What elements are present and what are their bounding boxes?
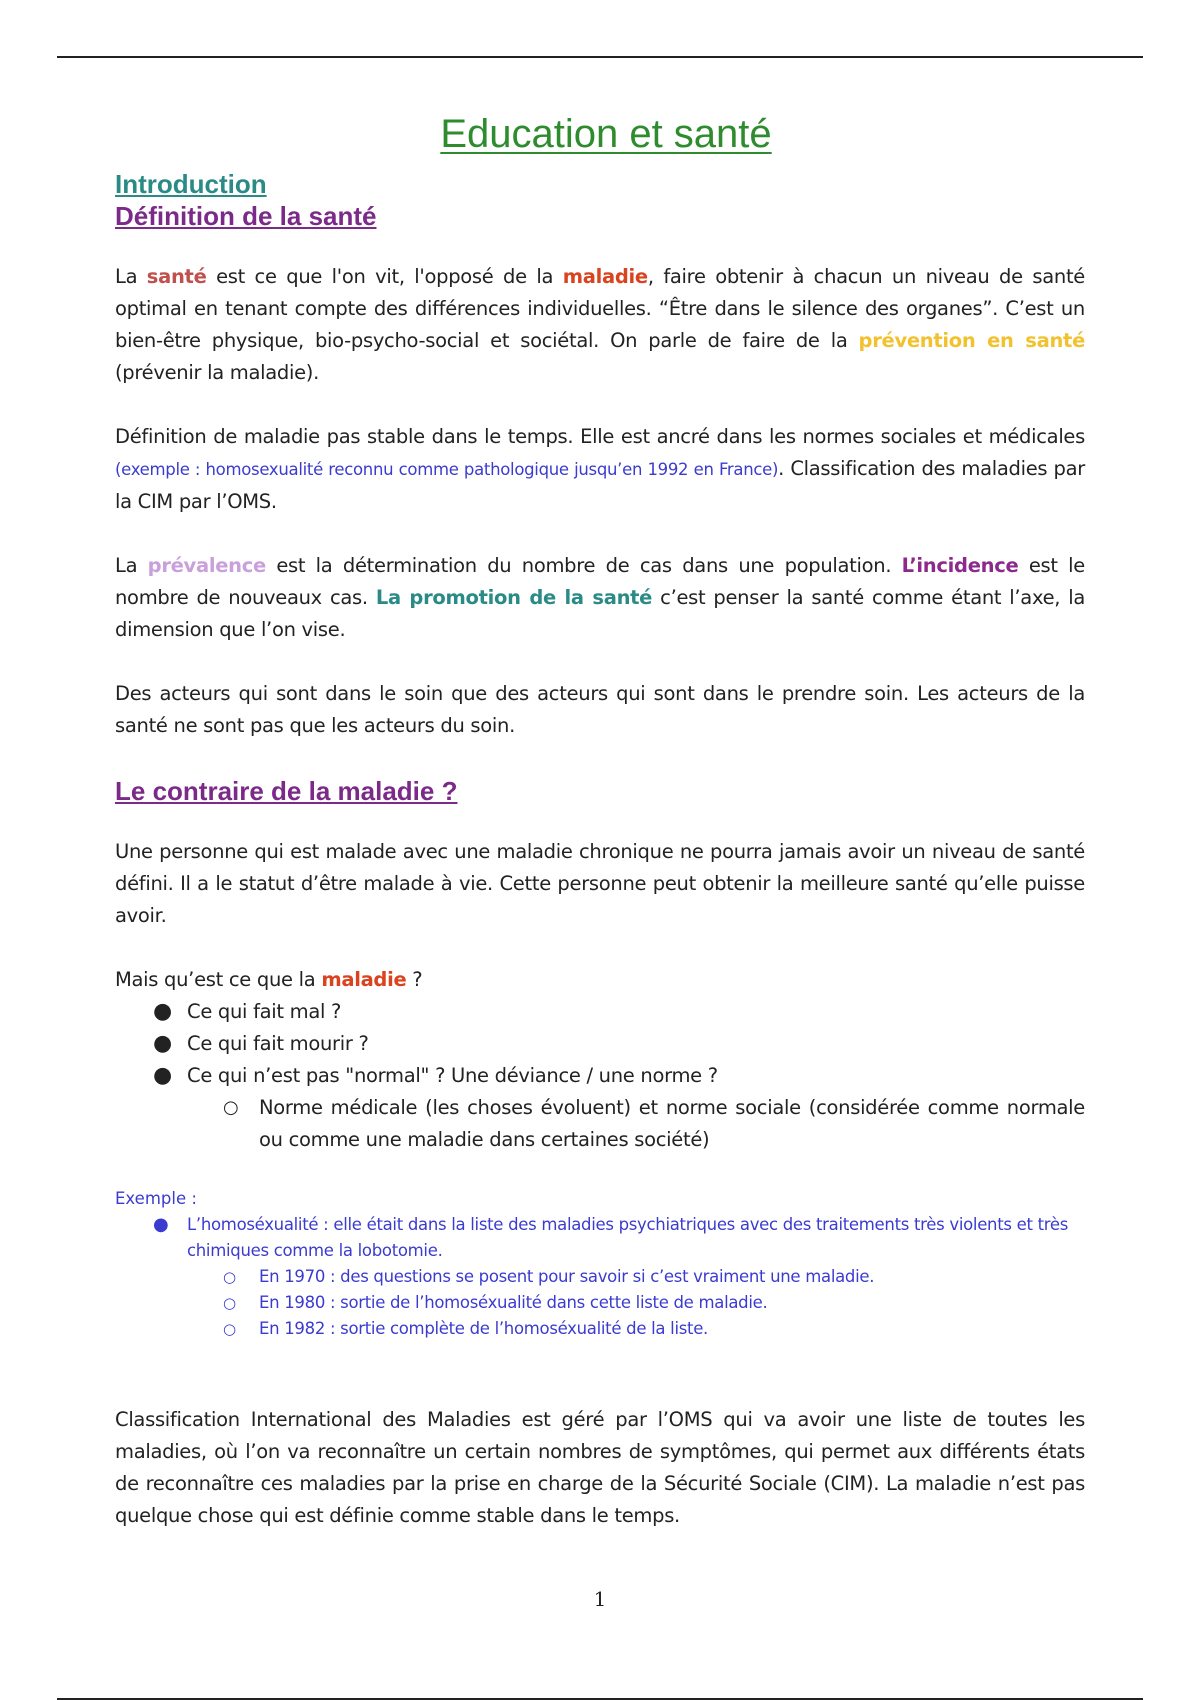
header-rule: [57, 56, 1143, 58]
sub-list: [115, 1092, 1085, 1156]
list-item: ● Ce qui fait mourir ?: [115, 1028, 1085, 1060]
page-number: 1: [593, 1587, 607, 1611]
list-item: ○ En 1980 : sortie de l’homoséxualité dans cette liste de maladie.: [115, 1290, 1085, 1316]
list-item: ○ En 1982 : sortie complète de l’homoséxualité de la liste.: [115, 1316, 1085, 1342]
term-maladie-2: maladie: [321, 968, 407, 991]
term-maladie: maladie: [562, 265, 648, 288]
circle-bullet-icon: ○: [223, 1320, 236, 1338]
list-item: ● Ce qui fait mal ?: [115, 996, 1085, 1028]
paragraph-maladie-chronique: Une personne qui est malade avec une maladie chronique ne pourra jamais avoir un niveau de santé défini. Il a le statut d’être malade à vie. Cette personne peut obtenir la meilleure santé qu’elle puisse avoir.: [115, 840, 1085, 927]
term-promotion: La promotion de la santé: [375, 586, 653, 609]
list-item: ○ Norme médicale (les choses évoluent) et norme sociale (considérée comme normale ou comme une maladie dans certaines société): [115, 1092, 1085, 1156]
circle-bullet-icon: ○: [223, 1097, 239, 1118]
paragraph-prevalence: La prévalence est la détermination du nombre de cas dans une population. L’incidence est le nombre de nouveaux cas. La promotion de la santé c’est penser la santé comme étant l’axe, la dimension que l’on vise.: [115, 554, 1085, 641]
bullet-icon: ●: [153, 1031, 172, 1056]
paragraph-classification: Classification International des Maladies est géré par l’OMS qui va avoir une liste de toutes les maladies, où l’on va reconnaître un certain nombres de symptômes, qui permet aux différents états de reconnaître ces maladies par la prise en charge de la Sécurité Sociale (CIM). La maladie n’est pas quelque chose qui est définie comme stable dans le temps.: [115, 1408, 1085, 1527]
paragraph-definition-sante: La santé est ce que l'on vit, l'opposé de la maladie, faire obtenir à chacun un niveau de santé optimal en tenant compte des différences individuelles. “Être dans le silence des organes”. C’est un bien-être physique, bio-psycho-social et sociétal. On parle de faire de la prévention en santé (prévenir la maladie).: [115, 265, 1085, 384]
list-item: ○ En 1970 : des questions se posent pour savoir si c’est vraiment une maladie.: [115, 1264, 1085, 1290]
bullet-icon: ●: [153, 1214, 169, 1235]
question-list: [115, 996, 1085, 1092]
paragraph-definition-maladie: Définition de maladie pas stable dans le temps. Elle est ancré dans les normes sociales et médicales (exemple : homosexualité reconnu comme pathologique jusqu’en 1992 en France). Classification des maladies par la CIM par l’OMS.: [115, 425, 1085, 513]
bullet-icon: ●: [153, 999, 172, 1024]
list-item: ● L’homoséxualité : elle était dans la liste des maladies psychiatriques avec des traitements très violents et très chimiques comme la lobotomie.: [153, 1214, 1069, 1260]
paragraph-acteurs: Des acteurs qui sont dans le soin que des acteurs qui sont dans le prendre soin. Les acteurs de la santé ne sont pas que les acteurs du soin.: [115, 682, 1085, 737]
circle-bullet-icon: ○: [223, 1294, 236, 1312]
heading-contraire: Le contraire de la maladie ?: [115, 776, 458, 806]
circle-bullet-icon: ○: [223, 1268, 236, 1286]
heading-introduction: Introduction: [115, 169, 267, 199]
term-prevention: prévention en santé: [858, 329, 1085, 352]
bullet-icon: ●: [153, 1063, 172, 1088]
paragraph-question-maladie: Mais qu’est ce que la maladie ?: [115, 968, 423, 991]
term-prevalence: prévalence: [147, 554, 266, 577]
inline-example: (exemple : homosexualité reconnu comme pathologique jusqu’en 1992 en France): [115, 460, 779, 479]
example-label: Exemple :: [115, 1189, 197, 1208]
list-item: ● Ce qui n’est pas "normal" ? Une déviance / une norme ?: [115, 1060, 1085, 1092]
document-body: [115, 168, 1085, 1532]
page-title: Education et santé: [440, 112, 772, 156]
example-sub-list: [115, 1264, 1085, 1342]
example-list: [115, 1212, 1085, 1264]
term-sante: santé: [146, 265, 207, 288]
example-block: [115, 1186, 1085, 1342]
heading-definition: Définition de la santé: [115, 201, 377, 231]
term-incidence: L’incidence: [901, 554, 1019, 577]
